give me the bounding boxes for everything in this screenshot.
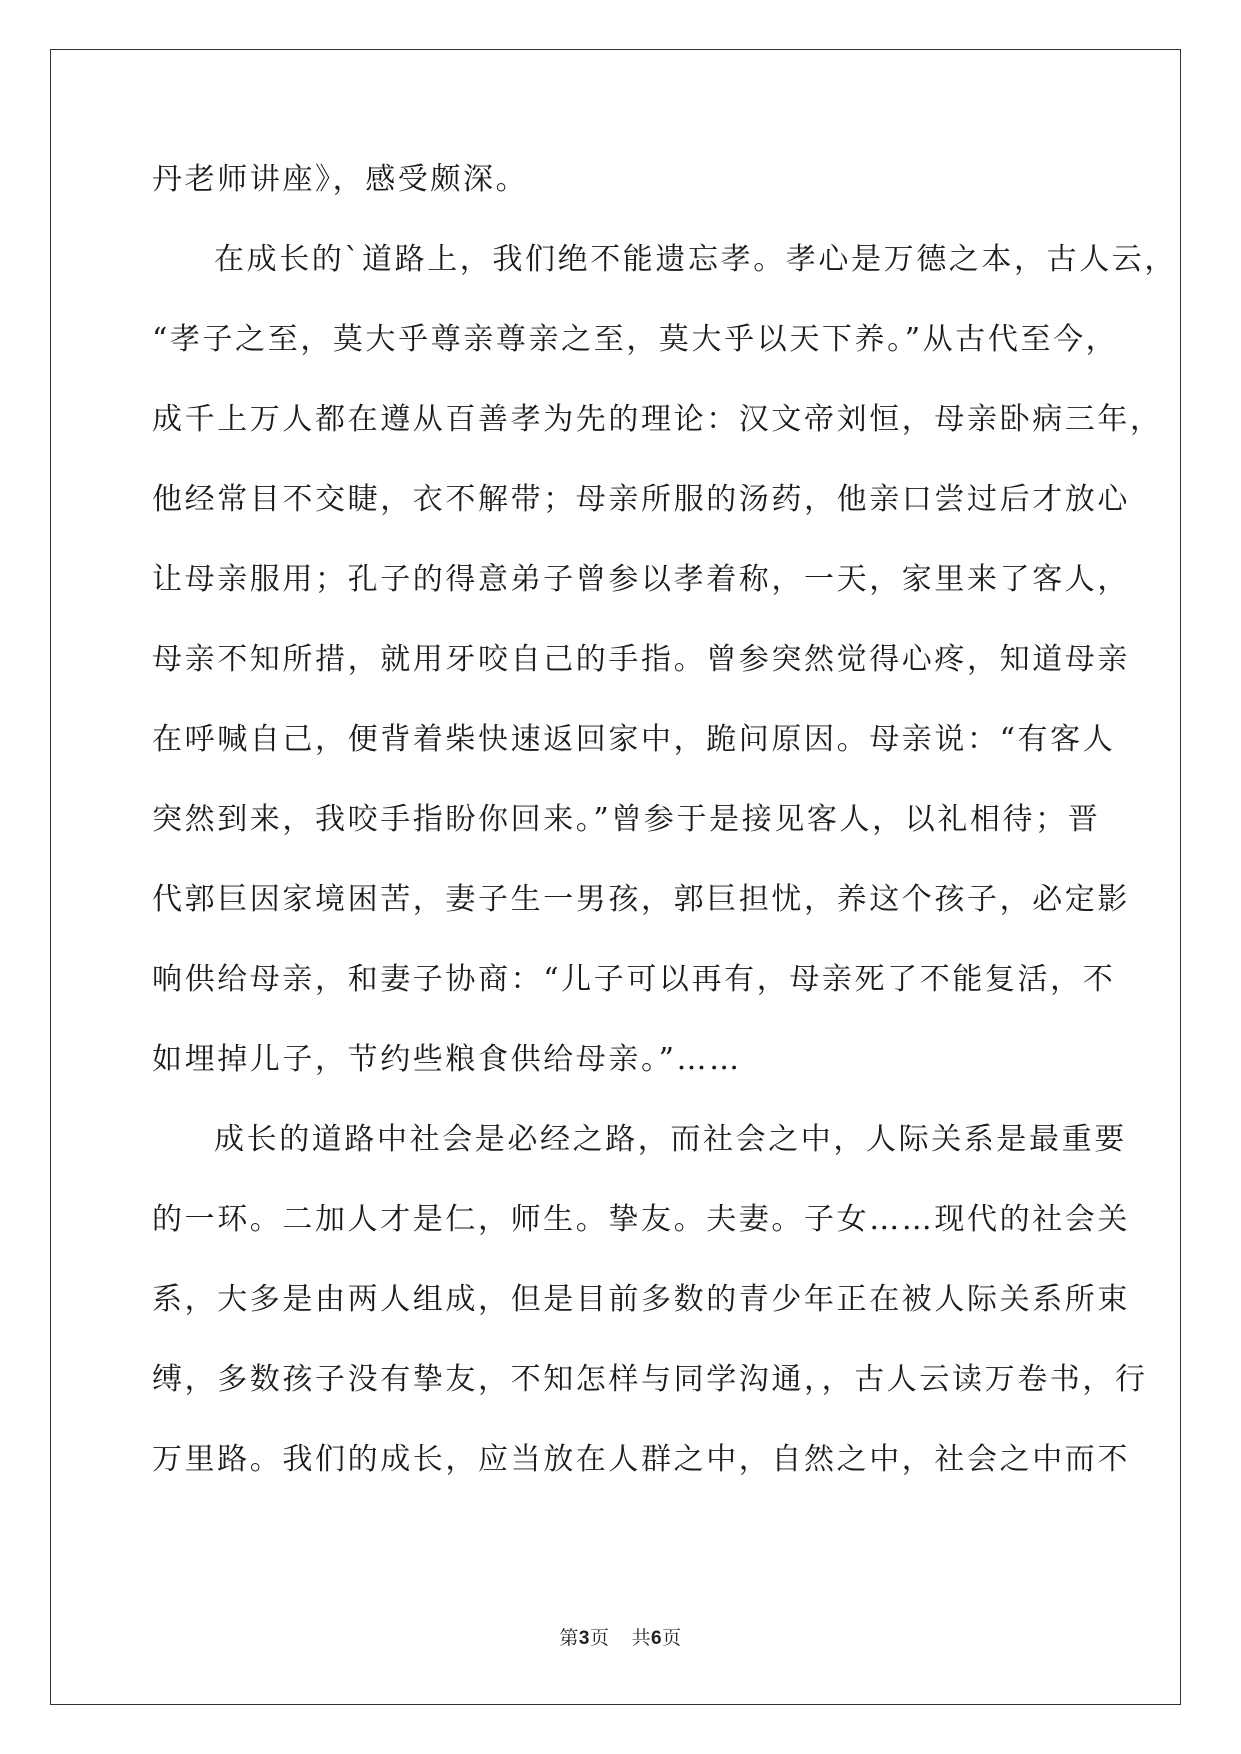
text-line: 丹老师讲座》，感受颇深。 xyxy=(152,162,529,197)
text-line: 成千上万人都在遵从百善孝为先的理论：汉文帝刘恒，母亲卧病三年， xyxy=(152,402,1163,437)
text-line: 突然到来，我咬手指盼你回来。”曾参于是接见客人，以礼相待；晋 xyxy=(152,802,1101,837)
text-line: 代郭巨因家境困苦，妻子生一男孩，郭巨担忧，养这个孩子，必定影 xyxy=(152,882,1130,917)
text-line: 的一环。二加人才是仁，师生。挚友。夫妻。子女……现代的社会关 xyxy=(152,1202,1130,1237)
text-line: 缚，多数孩子没有挚友，不知怎样与同学沟通，，古人云读万卷书，行 xyxy=(152,1362,1148,1397)
document-body xyxy=(152,160,1177,1520)
page-mid: 页 xyxy=(589,1627,610,1649)
page-footer xyxy=(0,1623,1241,1650)
text-line: “孝子之至，莫大乎尊亲尊亲之至，莫大乎以天下养。”从古代至今， xyxy=(152,322,1119,357)
text-line: 他经常目不交睫，衣不解带；母亲所服的汤药，他亲口尝过后才放心 xyxy=(152,482,1130,517)
total-prefix: 共 xyxy=(631,1627,652,1649)
text-line: 母亲不知所措，就用牙咬自己的手指。曾参突然觉得心疼，知道母亲 xyxy=(152,642,1130,677)
text-line: 在呼喊自己，便背着柴快速返回家中，跪问原因。母亲说：“有客人 xyxy=(152,722,1116,757)
page-prefix: 第 xyxy=(559,1627,579,1649)
page-current: 3 xyxy=(578,1628,590,1649)
text-line: 如埋掉儿子，节约些粮食供给母亲。”…… xyxy=(152,1042,742,1077)
text-line: 万里路。我们的成长，应当放在人群之中，自然之中，社会之中而不 xyxy=(152,1442,1130,1477)
text-line: 让母亲服用；孔子的得意弟子曾参以孝着称，一天，家里来了客人， xyxy=(152,562,1130,597)
text-line: 响供给母亲，和妻子协商：“儿子可以再有，母亲死了不能复活，不 xyxy=(152,962,1116,997)
total-suffix: 页 xyxy=(662,1627,682,1649)
page-total: 6 xyxy=(651,1628,663,1649)
text-line: 在成长的`道路上，我们绝不能遗忘孝。孝心是万德之本，古人云， xyxy=(214,242,1177,277)
text-line: 系，大多是由两人组成，但是目前多数的青少年正在被人际关系所束 xyxy=(152,1282,1130,1317)
text-line: 成长的道路中社会是必经之路，而社会之中，人际关系是最重要 xyxy=(214,1122,1127,1157)
